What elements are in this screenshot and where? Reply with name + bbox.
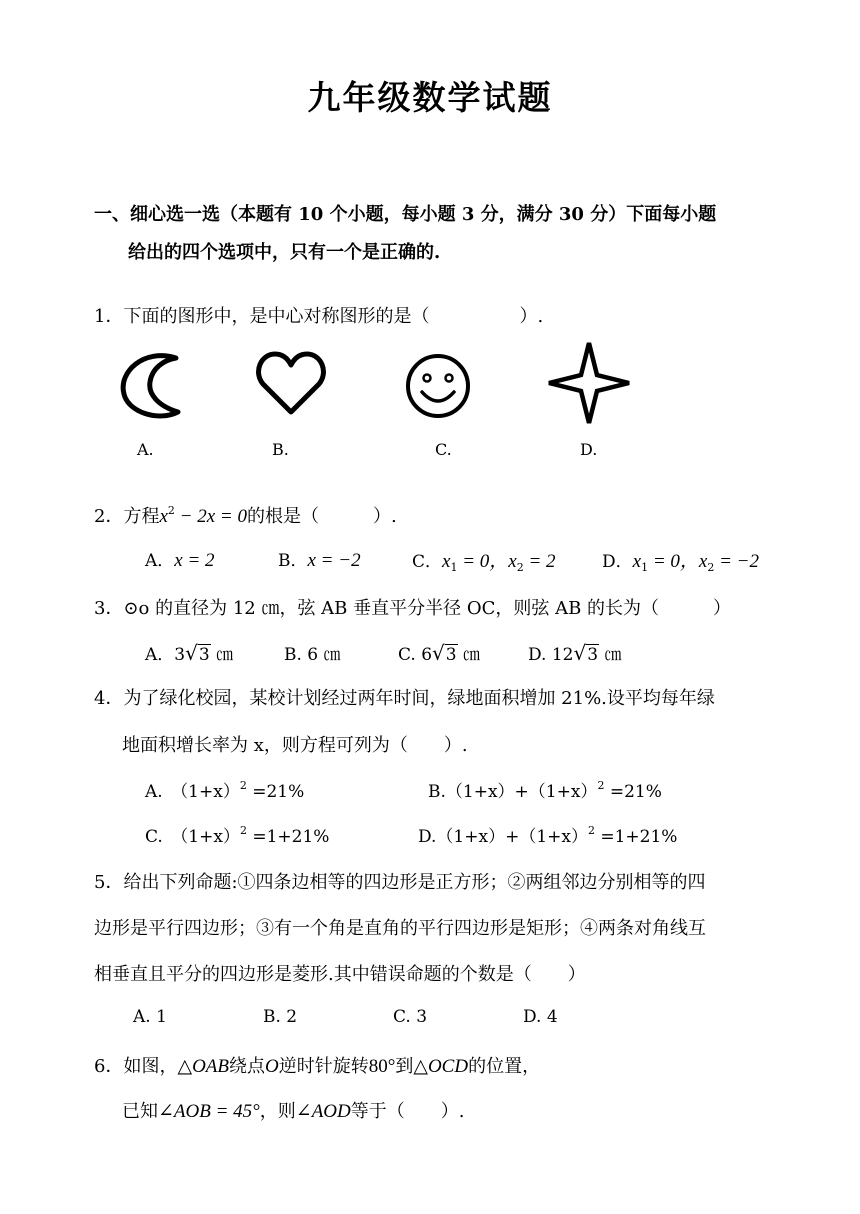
q4-option-a-exp: 2: [239, 779, 247, 792]
q2-option-d-x2: x: [698, 551, 708, 572]
q2-option-a-label: A．: [145, 551, 175, 571]
q2-option-a: [145, 546, 215, 572]
q3-option-d-radicand: 3: [587, 645, 599, 665]
q3-option-c-radicand: 3: [445, 645, 457, 665]
q5-stem-line1: 5．给出下列命题:①四条边相等的四边形是正方形；②两组邻边分别相等的四: [94, 872, 706, 893]
q3-option-c-unit: ㎝: [463, 645, 481, 665]
section-heading-line1: 一、细心选一选（本题有 10 个小题，每小题 3 分，满分 30 分）下面每小题: [94, 204, 717, 225]
q1-label-a: A.: [137, 440, 154, 459]
q6-text-3: 逆时针旋转: [278, 1056, 369, 1077]
four-point-star-icon: [546, 340, 632, 426]
q4-option-b-post: =21%: [604, 782, 662, 802]
q2-prefix: 2．方程: [94, 506, 160, 527]
q6-line2-text-1: 已知: [122, 1101, 158, 1122]
q6-angle-aod: ∠AOD: [295, 1101, 351, 1122]
q3-option-d-coef: D. 12: [528, 645, 574, 665]
q2-option-d: [602, 546, 759, 573]
q2-option-b-label: B．: [278, 551, 308, 571]
q6-degree: 80°: [368, 1056, 396, 1077]
sqrt-icon: √3: [432, 641, 457, 665]
q6-triangle-ocd: △OCD: [413, 1056, 469, 1077]
q4-option-d-post: =1+21%: [594, 827, 678, 847]
q6-line2-text-2: ，则: [259, 1101, 296, 1122]
q2-eq-exp: 2: [167, 504, 175, 517]
q3-option-a: [145, 640, 233, 665]
q2-stem: [94, 502, 397, 528]
q2-option-d-sub2: 2: [707, 561, 715, 574]
q6-text-2: 绕点: [229, 1056, 265, 1077]
q4-option-c-post: =1+21%: [246, 827, 330, 847]
q6-angle-aob: ∠AOB = 45°: [158, 1101, 260, 1122]
page-title: 九年级数学试题: [307, 78, 553, 117]
q4-option-c-exp: 2: [239, 824, 247, 837]
q2-option-d-val1: = 0，: [648, 551, 699, 572]
q5-stem-line3: 相垂直且平分的四边形是菱形.其中错误命题的个数是（ ）: [94, 964, 586, 985]
q1-stem: 1．下面的图形中，是中心对称图形的是（ ）.: [94, 306, 544, 327]
sqrt-icon: √3: [573, 641, 599, 665]
q2-option-b: [278, 546, 361, 572]
q4-option-b: [428, 777, 662, 802]
q2-option-d-x1: x: [632, 551, 642, 572]
q3-option-b: B. 6 ㎝: [284, 645, 341, 665]
q3-option-c: [398, 640, 480, 665]
q3-stem: 3．⊙o 的直径为 12 ㎝，弦 AB 垂直平分半径 OC，则弦 AB 的长为（ ）: [94, 598, 732, 619]
q6-text-1: 6．如图，: [94, 1056, 178, 1077]
q6-text-5: 的位置，: [468, 1056, 541, 1077]
q2-option-c-x2: x: [508, 551, 517, 572]
q4-option-a: [145, 777, 304, 802]
q3-option-a-unit: ㎝: [216, 645, 234, 665]
q2-option-c-x1: x: [442, 551, 451, 572]
sqrt-icon: √3: [185, 641, 210, 665]
q2-option-c: [412, 546, 556, 573]
q4-option-b-exp: 2: [597, 779, 605, 792]
q2-option-a-value: x = 2: [174, 550, 215, 571]
q2-option-d-sub1: 1: [641, 561, 649, 574]
q4-stem-line2: 地面积增长率为 x，则方程可列为（ ）.: [122, 735, 468, 756]
q6-stem-line2: [122, 1097, 464, 1123]
q6-line2-text-3: 等于（ ）.: [350, 1101, 465, 1122]
q1-label-c: C.: [435, 440, 452, 459]
q5-option-a: A. 1: [133, 1007, 167, 1027]
q2-option-b-value: x = −2: [307, 550, 361, 571]
q2-option-c-sub2: 2: [516, 561, 524, 574]
q1-label-b: B.: [272, 440, 289, 459]
q5-option-d: D. 4: [523, 1007, 558, 1027]
q2-option-d-val2: = −2: [714, 551, 759, 572]
q6-point-o: O: [265, 1056, 279, 1077]
q4-option-c: [145, 822, 329, 847]
q5-option-c: C. 3: [393, 1007, 428, 1027]
q3-option-a-coef: A．3: [145, 645, 186, 665]
q5-stem-line2: 边形是平行四边形；③有一个角是直角的平行四边形是矩形；④两条对角线互: [94, 918, 706, 939]
q4-option-d: [418, 822, 677, 847]
q4-option-a-post: =21%: [246, 782, 305, 802]
q2-eq-x: x: [159, 506, 168, 527]
crescent-moon-icon: [118, 352, 188, 418]
q2-option-c-sub1: 1: [450, 561, 458, 574]
q2-option-c-val2: = 2: [523, 551, 556, 572]
smiley-face-icon: [404, 352, 472, 420]
section-heading-line2: 给出的四个选项中，只有一个是正确的.: [128, 242, 441, 263]
q6-triangle-oab: △OAB: [177, 1056, 229, 1077]
q1-label-d: D.: [580, 440, 598, 459]
q4-option-c-pre: C. （1+x）: [145, 827, 240, 847]
q4-option-a-pre: A. （1+x）: [145, 782, 240, 802]
q2-option-c-label: C．: [412, 552, 443, 572]
q2-option-d-label: D．: [602, 552, 633, 572]
q2-suffix: 的根是（ ）.: [246, 506, 397, 527]
q4-option-d-exp: 2: [587, 824, 595, 837]
q3-option-d: [528, 640, 621, 665]
q2-eq-rest: − 2x = 0: [174, 506, 247, 527]
q3-option-d-unit: ㎝: [604, 645, 622, 665]
q3-option-c-coef: C. 6: [398, 645, 433, 665]
q5-option-b: B. 2: [263, 1007, 298, 1027]
q3-option-a-radicand: 3: [198, 645, 210, 665]
q6-text-4: 到: [395, 1056, 414, 1077]
q4-option-d-pre: D.（1+x）+（1+x）: [418, 827, 588, 847]
q2-option-c-val1: = 0，: [457, 551, 509, 572]
q6-stem-line1: [94, 1052, 540, 1078]
q4-stem-line1: 4．为了绿化校园，某校计划经过两年时间，绿地面积增加 21%.设平均每年绿: [94, 688, 715, 709]
heart-icon: [255, 350, 327, 416]
q4-option-b-pre: B.（1+x）+（1+x）: [428, 782, 598, 802]
